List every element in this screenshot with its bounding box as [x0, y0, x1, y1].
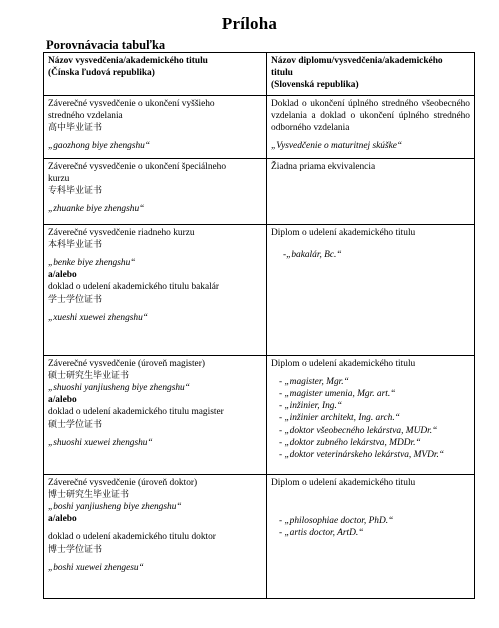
header-right-line3: (Slovenská republika)	[271, 80, 359, 91]
degree-name-alt: doklad o udelení akademického titulu doktor	[48, 532, 216, 543]
list-item: - „inžinier architekt, Ing. arch.“	[279, 412, 470, 424]
table-row	[44, 158, 475, 224]
pinyin-name: „gaozhong biye zhengshu“	[48, 141, 151, 152]
degree-name: Záverečné vysvedčenie o ukončení špeciálneho	[48, 161, 227, 172]
degree-name: Záverečné vysvedčenie (úroveň magister)	[48, 358, 205, 369]
header-right-line1: Názov diplomu/vysvedčenia/akademického	[271, 56, 443, 66]
header-left-cell	[44, 53, 267, 96]
page-title: Príloha	[221, 14, 278, 33]
table-row	[44, 355, 475, 474]
chinese-name-alt: 硕士学位证书	[48, 419, 103, 430]
header-left-line2: (Čínska ľudová republika)	[48, 68, 155, 79]
or-connector: a/alebo	[48, 270, 77, 281]
pinyin-name: „boshi yanjiusheng biye zhengshu“	[48, 502, 182, 513]
chinese-name: 高中毕业证书	[48, 123, 103, 134]
pinyin-name-alt: „xueshi xuewei zhengshu“	[48, 312, 148, 323]
equivalent-title: -„bakalár, Bc.“	[283, 249, 342, 260]
row-right-cell	[267, 158, 475, 224]
pinyin-name: „benke biye zhengshu“	[48, 258, 136, 269]
equivalent-text: Diplom o udelení akademického titulu	[271, 227, 416, 238]
section-subtitle: Porovnávacia tabuľka	[46, 38, 166, 52]
list-item: - „magister umenia, Mgr. art.“	[279, 388, 470, 400]
chinese-name: 专科毕业证书	[48, 186, 103, 197]
table-row	[44, 224, 475, 355]
header-right-cell	[267, 53, 475, 96]
degree-name: Záverečné vysvedčenie riadneho kurzu	[48, 227, 195, 238]
list-item: - „magister, Mgr.“	[279, 376, 470, 388]
header-right-line2: titulu	[271, 68, 293, 79]
equivalent-text: Žiadna priama ekvivalencia	[271, 161, 376, 172]
row-left-cell	[44, 224, 267, 355]
title-list	[271, 376, 470, 461]
equivalent-text: Diplom o udelení akademického titulu	[271, 358, 416, 369]
degree-name-alt: doklad o udelení akademického titulu magister	[48, 407, 224, 418]
list-item: - „doktor veterinárskeho lekárstva, MVDr.“	[279, 449, 470, 461]
degree-name-alt: doklad o udelení akademického titulu bakalár	[48, 282, 220, 293]
row-right-cell	[267, 224, 475, 355]
degree-name-cont: kurzu	[48, 173, 70, 184]
list-item: - „doktor zubného lekárstva, MDDr.“	[279, 437, 470, 449]
list-item: - „philosophiae doctor, PhD.“	[279, 515, 470, 527]
equivalent-italic: „Vysvedčenie o maturitnej skúške“	[271, 141, 403, 152]
chinese-name: 本科毕业证书	[48, 239, 103, 250]
header-left-line1: Názov vysvedčenia/akademického titulu	[48, 56, 208, 66]
title-list	[271, 515, 470, 539]
row-left-cell	[44, 158, 267, 224]
list-item: - „inžinier, Ing.“	[279, 400, 470, 412]
row-left-cell	[44, 95, 267, 158]
pinyin-name-alt: „shuoshi xuewei zhengshu“	[48, 437, 153, 448]
row-left-cell	[44, 355, 267, 474]
degree-name: Záverečné vysvedčenie (úroveň doktor)	[48, 477, 198, 488]
row-right-cell	[267, 474, 475, 598]
table-row	[44, 474, 475, 598]
or-connector: a/alebo	[48, 395, 77, 406]
list-item: - „artis doctor, ArtD.“	[279, 527, 470, 539]
comparison-table	[43, 52, 475, 599]
pinyin-name: „zhuanke biye zhengshu“	[48, 204, 145, 215]
degree-name: Záverečné vysvedčenie o ukončení vyššieho	[48, 98, 215, 109]
equivalent-text: Doklad o ukončení úplného stredného všeobecného vzdelania a doklad o ukončení úplného stredného odborného vzdelania	[271, 98, 470, 134]
chinese-name-alt: 博士学位证书	[48, 544, 103, 555]
pinyin-name: „shuoshi yanjiusheng biye zhengshu“	[48, 383, 190, 394]
chinese-name: 博士研究生毕业证书	[48, 489, 130, 500]
row-right-cell	[267, 95, 475, 158]
or-connector: a/alebo	[48, 514, 77, 525]
row-right-cell	[267, 355, 475, 474]
table-row	[44, 95, 475, 158]
list-item: - „doktor všeobecného lekárstva, MUDr.“	[279, 425, 470, 437]
table-header-row	[44, 53, 475, 96]
pinyin-name-alt: „boshi xuewei zhengesu“	[48, 562, 144, 573]
equivalent-text: Diplom o udelení akademického titulu	[271, 477, 416, 488]
row-left-cell	[44, 474, 267, 598]
degree-name-cont: stredného vzdelania	[48, 110, 123, 121]
chinese-name-alt: 学士学位证书	[48, 294, 103, 305]
chinese-name: 硕士研究生毕业证书	[48, 370, 130, 381]
